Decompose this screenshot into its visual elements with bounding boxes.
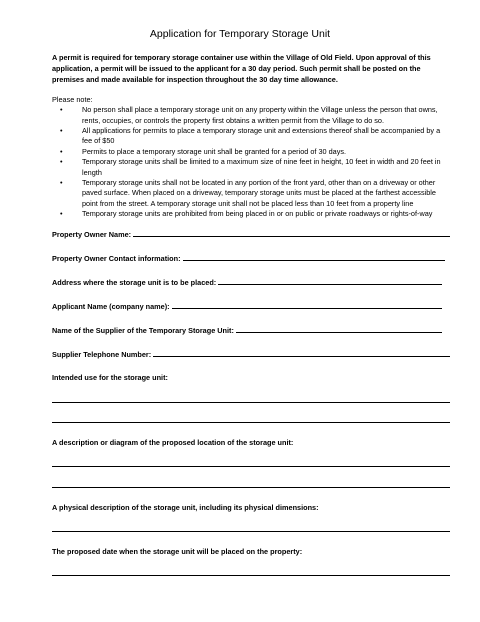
location-desc-label: A description or diagram of the proposed location of the storage unit: xyxy=(52,437,294,447)
address-line[interactable] xyxy=(218,277,442,285)
list-item: • Temporary storage units shall not be located in any portion of the front yard, other than on a driveway or other paved surface. When placed on a driveway, temporary storage units must be placed at the farthest accessible point from the street. A temporary storage unit shall not be placed less than 10 feet from a property line xyxy=(60,177,436,208)
list-item: • All applications for permits to place a temporary storage unit and extensions thereof shall be accompanied by a fee of $50 xyxy=(60,125,441,146)
intended-use-label: Intended use for the storage unit: xyxy=(52,372,168,382)
physical-desc-label: A physical description of the storage unit, including its physical dimensions: xyxy=(52,502,319,512)
bullet-icon: • xyxy=(60,177,63,187)
placed-date-line[interactable] xyxy=(52,575,450,576)
supplier-name-field[interactable]: Name of the Supplier of the Temporary Storage Unit: xyxy=(52,325,450,335)
owner-contact-field[interactable]: Property Owner Contact information: xyxy=(52,253,450,263)
physical-desc-line[interactable] xyxy=(52,531,450,532)
intended-use-line-1[interactable] xyxy=(52,402,450,403)
placed-date-label: The proposed date when the storage unit will be placed on the property: xyxy=(52,546,303,556)
intended-use-line-2[interactable] xyxy=(52,422,450,423)
bullet-icon: • xyxy=(60,146,63,156)
applicant-field[interactable]: Applicant Name (company name): xyxy=(52,301,450,311)
list-item: • Temporary storage units shall be limited to a maximum size of nine feet in height, 10 feet in width and 20 feet in length xyxy=(60,157,441,177)
location-desc-line-2[interactable] xyxy=(52,487,450,488)
location-desc-line-1[interactable] xyxy=(52,466,450,467)
bullet-icon: • xyxy=(60,209,63,219)
rules-list xyxy=(52,105,450,219)
list-item: • Temporary storage units are prohibited from being placed in or on public or private roadways or rights-of-way xyxy=(60,209,433,219)
bullet-icon: • xyxy=(60,105,63,115)
applicant-line[interactable] xyxy=(172,301,442,309)
intro-paragraph: A permit is required for temporary storage container use within the Village of Old Field. Upon approval of this application, a permit will be issued to the applicant for a 30 day period. Such permit shall be posted on the premises and made available for inspection throughout the 30 day time allowance. xyxy=(52,53,431,85)
note-label: Please note: xyxy=(52,94,93,104)
list-item: • No person shall place a temporary storage unit on any property within the Village unless the person that owns, rents, occupies, or controls the property first obtains a written permit from the Village to do so. xyxy=(60,105,438,125)
supplier-phone-field[interactable]: Supplier Telephone Number: xyxy=(52,349,450,359)
page-title: Application for Temporary Storage Unit xyxy=(149,28,331,40)
list-item: • Permits to place a temporary storage unit shall be granted for a period of 30 days. xyxy=(60,146,347,156)
supplier-phone-line[interactable] xyxy=(153,349,450,357)
owner-contact-line[interactable] xyxy=(183,253,445,261)
owner-name-line[interactable] xyxy=(133,229,450,237)
bullet-icon: • xyxy=(60,125,63,135)
supplier-name-line[interactable] xyxy=(236,325,442,333)
address-field[interactable]: Address where the storage unit is to be placed: xyxy=(52,277,450,287)
owner-name-field[interactable]: Property Owner Name: xyxy=(52,229,450,239)
bullet-icon: • xyxy=(60,157,63,167)
